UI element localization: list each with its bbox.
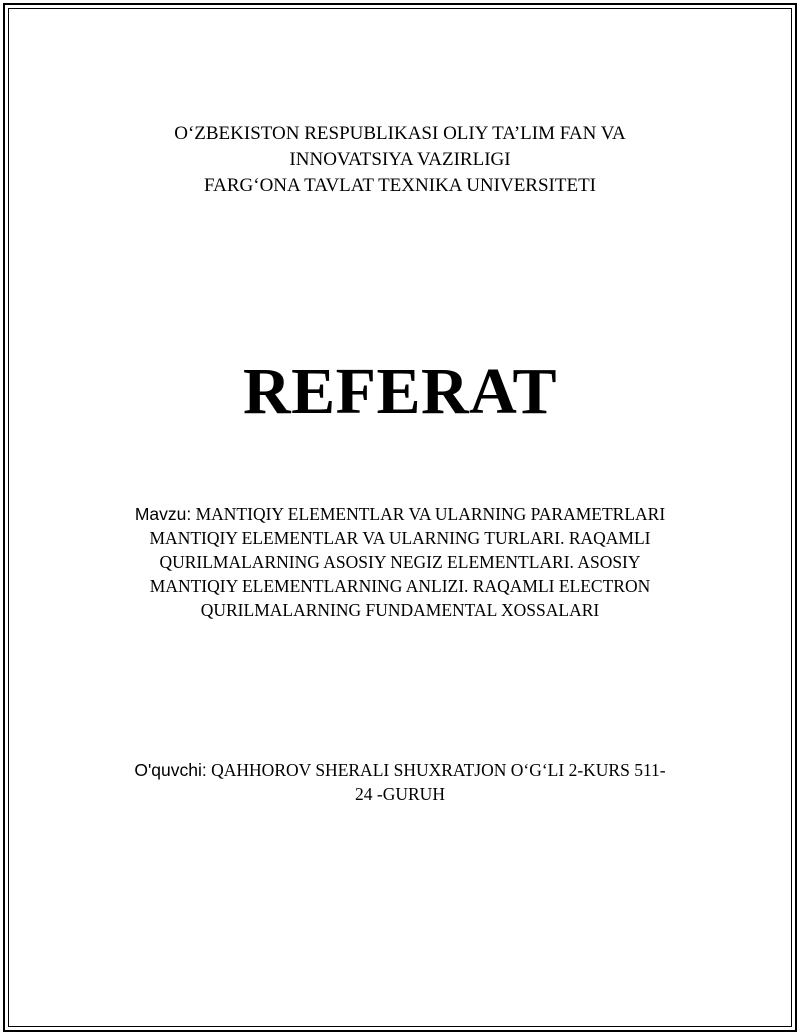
topic-line-3: QURILMALARNING ASOSIY NEGIZ ELEMENTLARI. ASOSIY — [159, 552, 641, 572]
topic-line-1 — [100, 502, 700, 526]
student-label: O'quvchi: — [134, 760, 207, 780]
topic-line-5: QURILMALARNING FUNDAMENTAL XOSSALARI — [200, 600, 600, 620]
topic-line-2: MANTIQIY ELEMENTLAR VA ULARNING TURLARI. RAQAMLI — [149, 528, 651, 548]
topic-line-4: MANTIQIY ELEMENTLARNING ANLIZI. RAQAMLI ELECTRON — [149, 576, 651, 596]
student-block — [100, 758, 700, 806]
student-line-1 — [100, 758, 700, 782]
document-title: REFERAT — [243, 355, 557, 428]
student-text-1: QAHHOROV SHERALI SHUXRATJON O‘G‘LI 2-KURS 511- — [206, 760, 666, 780]
header-line-2: INNOVATSIYA VAZIRLIGI — [289, 149, 511, 170]
header-line-3: FARG‘ONA TAVLAT TEXNIKA UNIVERSITETI — [203, 175, 597, 196]
header-line-1: O‘ZBEKISTON RESPUBLIKASI OLIY TA’LIM FAN VA — [174, 123, 626, 144]
student-line-2: 24 -GURUH — [355, 784, 445, 804]
topic-label: Mavzu: — [134, 504, 192, 524]
institution-header — [60, 121, 740, 199]
topic-block — [100, 502, 700, 622]
topic-text-1: MANTIQIY ELEMENTLAR VA ULARNING PARAMETRLARI — [191, 504, 666, 524]
